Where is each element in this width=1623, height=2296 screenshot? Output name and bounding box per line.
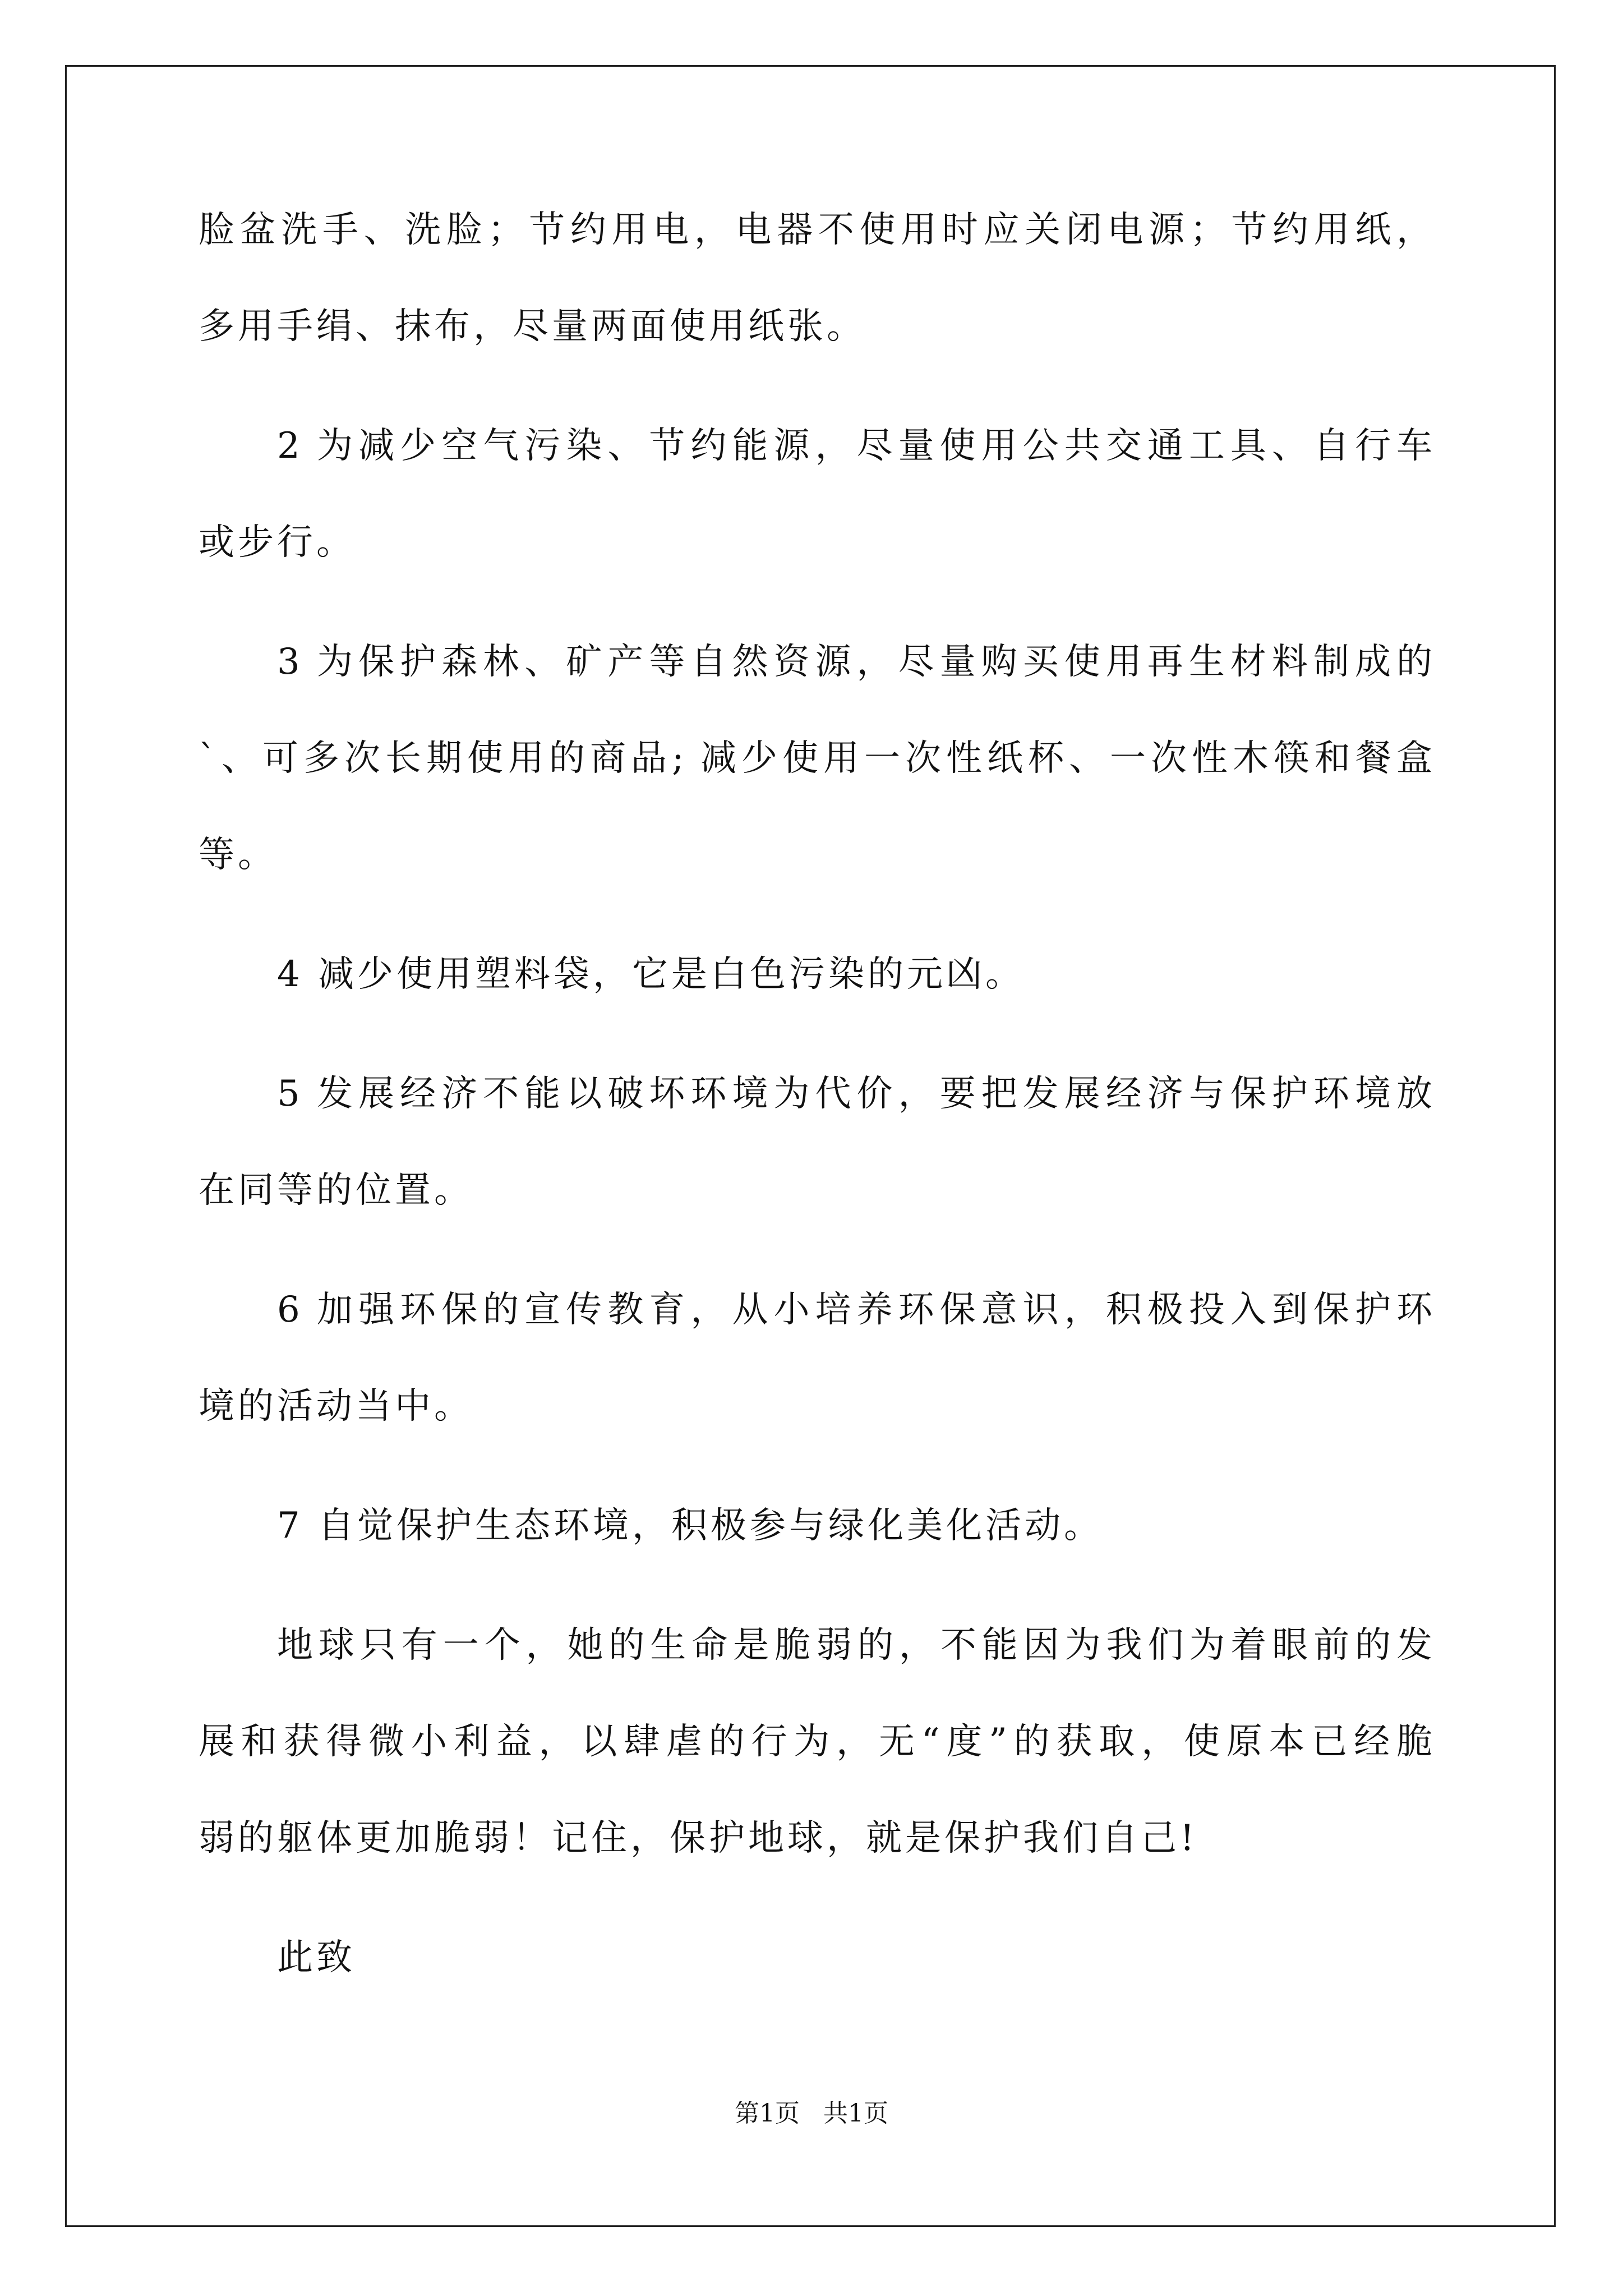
text-line: 展和获得微小利益，以肆虐的行为，无“度”的获取，使原本已经脆 <box>199 1721 1432 1763</box>
text-line: 5 发展经济不能以破坏环境为代价，要把发展经济与保护环境放 <box>277 1073 1432 1115</box>
text-line: 等。 <box>199 834 277 876</box>
text-line: 境的活动当中。 <box>199 1386 473 1427</box>
footer-gap <box>800 2099 823 2128</box>
page-number-total: 共1页 <box>823 2099 888 2128</box>
text-line: 2 为减少空气污染、节约能源，尽量使用公共交通工具、自行车 <box>277 425 1432 467</box>
text-line: 此致 <box>277 1937 356 1978</box>
text-line: 在同等的位置。 <box>199 1170 473 1211</box>
text-line: 3 为保护森林、矿产等自然资源，尽量购买使用再生材料制成的 <box>277 641 1432 683</box>
text-line: 弱的躯体更加脆弱！记住，保护地球，就是保护我们自己! <box>199 1818 1198 1859</box>
text-line: 多用手绢、抹布，尽量两面使用纸张。 <box>199 306 866 347</box>
text-line: 脸盆洗手、洗脸；节约用电，电器不使用时应关闭电源；节约用纸， <box>199 209 1432 251</box>
text-line: 或步行。 <box>199 522 356 563</box>
page-footer <box>0 2098 1623 2129</box>
text-line: 4 减少使用塑料袋，它是白色污染的元凶。 <box>277 954 1025 995</box>
text-line: 6 加强环保的宣传教育，从小培养环保意识，积极投入到保护环 <box>277 1289 1432 1331</box>
text-line: 地球只有一个，她的生命是脆弱的，不能因为我们为着眼前的发 <box>277 1625 1432 1666</box>
text-line: 7 自觉保护生态环境，积极参与绿化美化活动。 <box>277 1505 1104 1547</box>
page-number-current: 第1页 <box>735 2099 800 2128</box>
page-border <box>65 65 1556 2227</box>
text-line: `、可多次长期使用的商品; 减少使用一次性纸杯、一次性木筷和餐盒 <box>199 738 1432 779</box>
